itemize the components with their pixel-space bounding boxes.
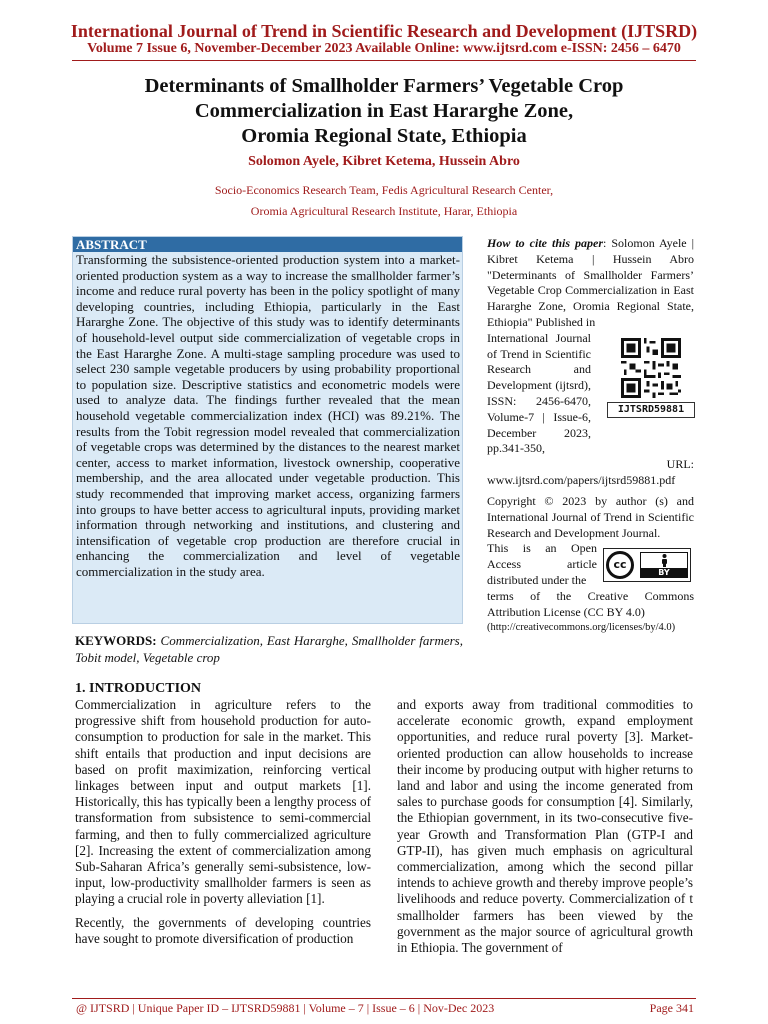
keywords-label: KEYWORDS: bbox=[75, 633, 157, 648]
title-line: Determinants of Smallholder Farmers’ Vegetable Crop bbox=[144, 75, 624, 97]
paper-title bbox=[60, 74, 708, 149]
journal-name: International Journal of Trend in Scientific Research and Development (IJTSRD) bbox=[70, 21, 698, 41]
footer-rule bbox=[72, 998, 696, 999]
by-label: BY bbox=[641, 568, 687, 577]
person-icon bbox=[659, 554, 670, 567]
paper-affiliation bbox=[0, 180, 768, 222]
citation-label: How to cite this paper bbox=[487, 236, 604, 250]
paper-authors: Solomon Ayele, Kibret Ketema, Hussein Abro bbox=[248, 154, 520, 169]
cc-icon: cc bbox=[606, 551, 634, 579]
keywords bbox=[75, 632, 463, 666]
citation-url-label: URL: bbox=[666, 457, 694, 472]
citation-url[interactable]: www.ijtsrd.com/papers/ijtsrd59881.pdf bbox=[487, 472, 676, 487]
abstract-box bbox=[72, 236, 463, 624]
volume-line: Volume 7 Issue 6, November-December 2023 Available Online: www.ijtsrd.com e-ISSN: 2456 – 6470 bbox=[87, 41, 681, 56]
by-icon bbox=[640, 552, 688, 578]
citation-url-row bbox=[487, 457, 694, 473]
paragraph: Commercialization in agriculture refers to the progressive shift from household production for auto-consumption to production for sale in the market. This shift entails that production and input decisions are based on profit maximization, reinforcing vertical linkages between input and output markets [1]. Historically, this has typically been a lengthy process of transformation from subsistence to semi-commercial farming, and then to fully commercialized agriculture [2]. Increasing the extent of commercialization among Sub-Saharan Africa’s generally semi-subsistence, low-input, low-productivity smallholder farmers is seen as playing a crucial role in poverty alleviation [1]. bbox=[75, 697, 371, 907]
title-line: Commercialization in East Hararghe Zone, bbox=[194, 100, 574, 122]
cc-by-badge bbox=[603, 548, 691, 582]
qr-code-block bbox=[607, 336, 695, 431]
intro-right-column bbox=[397, 697, 693, 956]
footer-info: @ IJTSRD | Unique Paper ID – IJTSRD59881 | Volume – 7 | Issue – 6 | Nov-Dec 2023 bbox=[76, 1001, 495, 1015]
page-number: Page 341 bbox=[649, 1001, 694, 1015]
citation-lead bbox=[487, 236, 694, 331]
qr-label: IJTSRD59881 bbox=[607, 402, 695, 418]
keywords-text: Commercialization, East Hararghe, Smallholder farmers, Tobit model, Vegetable crop bbox=[75, 633, 463, 665]
license-url[interactable]: (http://creativecommons.org/licenses/by/4.0) bbox=[487, 622, 676, 634]
citation-narrow-text: International Journal of Trend in Scientific Research and Development (ijtsrd), ISSN: 2456-6470, Volume-7 | Issue-6, December 2023, pp.341-350, bbox=[487, 330, 591, 456]
affiliation-line: Socio-Economics Research Team, Fedis Agricultural Research Center, bbox=[214, 183, 554, 197]
header-rule bbox=[72, 60, 696, 61]
qr-code-icon bbox=[621, 338, 681, 398]
section-heading: 1. INTRODUCTION bbox=[75, 681, 202, 696]
copyright-tail: terms of the Creative Commons Attribution License (CC BY 4.0) bbox=[487, 588, 694, 619]
copyright-lead: Copyright © 2023 by author (s) and International Journal of Trend in Scientific Research and Development Journal. bbox=[487, 494, 694, 540]
affiliation-line: Oromia Agricultural Research Institute, Harar, Ethiopia bbox=[250, 204, 518, 218]
title-line: Oromia Regional State, Ethiopia bbox=[241, 125, 527, 147]
intro-left-column bbox=[75, 697, 371, 954]
abstract-heading: ABSTRACT bbox=[73, 237, 462, 252]
paragraph: Recently, the governments of developing countries have sought to promote diversification of production bbox=[75, 914, 371, 946]
paragraph: and exports away from traditional commodities to accelerate economic growth, expand employment opportunities, and reduce rural poverty [3]. Market-oriented production can allow households to increase their income by producing output with higher returns to land and labor and using the income generated from sales to purchase goods for consumption [4]. Similarly, the Ethiopian government, in its two-consecutive five-year Growth and Transformation Plan (GTP-I and GTP-II), has given much emphasis on agricultural commercialization, among which the second pillar intends to achieve growth and thereby improve people’s livelihoods and reduce poverty. Commercialization of t smallholder farmers has been viewed by the government as the major source of agricultural growth in Ethiopia. The government of bbox=[397, 697, 693, 956]
citation-lead-text: : Solomon Ayele | Kibret Ketema | Hussein Abro "Determinants of Smallholder Farmers’ Vegetable Crop Commercialization in East Hararghe Zone, Oromia Regional State, Ethiopia" Published in bbox=[487, 236, 695, 329]
abstract-text: Transforming the subsistence-oriented production system into a market-oriented production system as a way to increase the smallholder farmer’s income and reduce rural poverty has been in the policy spotlight of many developing countries, including Ethiopia, particularly in the East Hararghe Zone. The objective of this study was to identify determinants of household-level output side commercialization of vegetable crops in the East Hararghe Zone. A multi-stage sampling procedure was used to select 230 sample vegetable producers by using probability proportional to population size. Descriptive statistics and econometric models were used to analyze data. The findings further revealed that the mean household vegetable commercialization index (HCI) was 89.21%. The results from the Tobit regression model revealed that commercialization of vegetable crops was determined by the distances to the nearest market center, access to market information, livestock ownership, cooperative membership, and the area allocated under vegetable production. This study recommended that improving market access, organizing farmers into groups to have better access to agricultural inputs, providing market information through networking and institutions, and clustering and intensification of vegetable crop production are therefore crucial in enhancing the commercialization and level of vegetable commercialization in the study area. bbox=[76, 252, 460, 579]
copyright-narrow: This is an Open Access article distributed under the bbox=[487, 541, 597, 587]
